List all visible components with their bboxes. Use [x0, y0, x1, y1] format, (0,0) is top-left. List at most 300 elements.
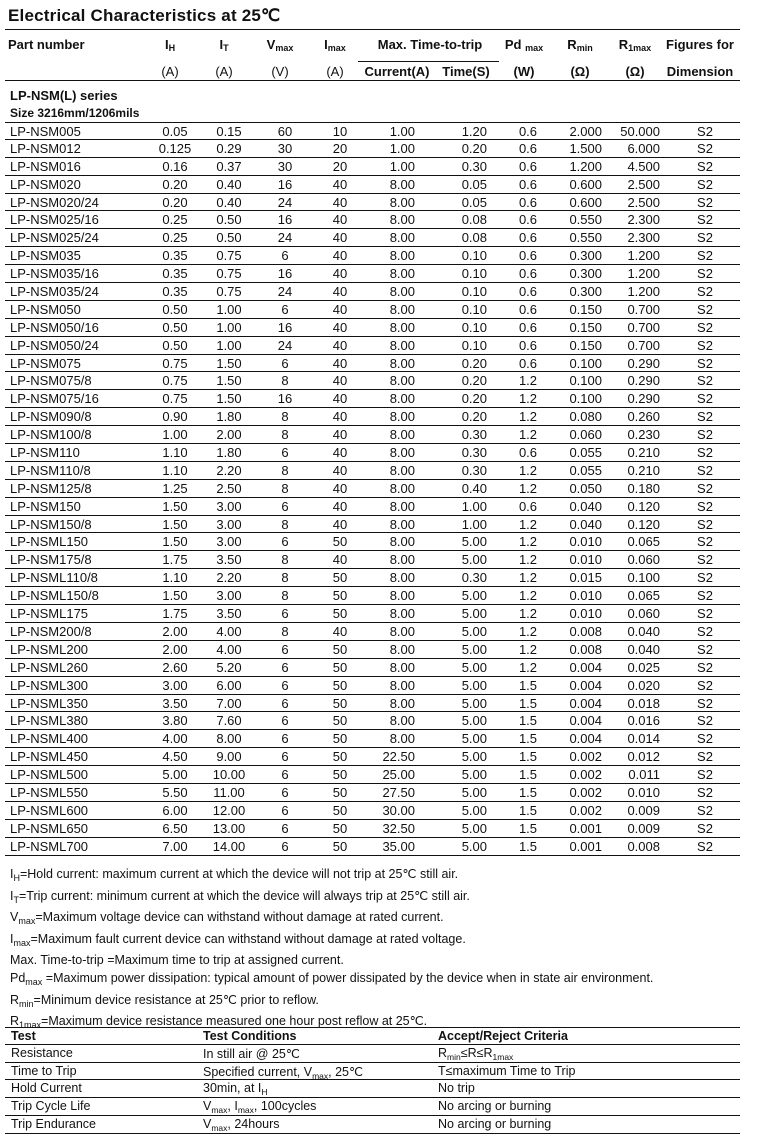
- table-row: [5, 140, 740, 158]
- cell-figure: S2: [697, 606, 713, 622]
- cell-rmin: 0.080: [569, 409, 602, 425]
- cell-imax: 40: [332, 445, 348, 461]
- cell-r1max: 0.210: [627, 445, 660, 461]
- cell-part-number: LP-NSML175: [10, 606, 89, 622]
- cell-imax: 40: [332, 498, 348, 514]
- cell-r1max: 0.020: [627, 677, 660, 693]
- cell-vmax: 6: [281, 248, 289, 264]
- cell-hold-current: 1.50: [162, 534, 188, 550]
- cell-trip-current-a: 8.00: [389, 427, 415, 443]
- test-row: [5, 1063, 740, 1081]
- cell-rmin: 0.600: [569, 176, 602, 192]
- cell-imax: 40: [332, 552, 348, 568]
- cell-pdmax: 0.6: [518, 337, 538, 353]
- cell-trip-current-a: 27.50: [382, 784, 415, 800]
- cell-hold-current: 1.75: [162, 606, 188, 622]
- cell-r1max: 0.008: [627, 838, 660, 854]
- cell-vmax: 16: [277, 266, 293, 282]
- cell-part-number: LP-NSML450: [10, 749, 89, 765]
- cell-imax: 50: [332, 838, 348, 854]
- cell-figure: S2: [697, 820, 713, 836]
- cell-rmin: 0.550: [569, 230, 602, 246]
- test-cell-test: Time to Trip: [11, 1063, 77, 1078]
- cell-part-number: LP-NSM075: [10, 355, 81, 371]
- cell-vmax: 6: [281, 355, 289, 371]
- cell-vmax: 16: [277, 212, 293, 228]
- cell-vmax: 24: [277, 194, 293, 210]
- cell-r1max: 1.200: [627, 266, 660, 282]
- cell-r1max: 0.120: [627, 516, 660, 532]
- cell-trip-time-s: 0.30: [461, 445, 487, 461]
- cell-pdmax: 1.2: [518, 623, 538, 639]
- cell-trip-time-s: 0.40: [461, 480, 487, 496]
- header-time: Time(S): [442, 64, 490, 79]
- cell-rmin: 0.300: [569, 284, 602, 300]
- cell-trip-time-s: 5.00: [461, 641, 487, 657]
- test-cell-conditions: $V_{max}$, 24hours: [203, 1116, 280, 1133]
- header-figures: Figures for: [666, 37, 734, 52]
- header-vmax: $V_{max}$: [266, 37, 294, 53]
- table-row: [5, 569, 740, 587]
- cell-r1max: 2.300: [627, 212, 660, 228]
- cell-figure: S2: [697, 838, 713, 854]
- cell-figure: S2: [697, 552, 713, 568]
- cell-pdmax: 1.5: [518, 802, 538, 818]
- test-header-cell: Test Conditions: [203, 1029, 297, 1043]
- cell-pdmax: 1.2: [518, 409, 538, 425]
- cell-trip-current: 1.00: [216, 319, 242, 335]
- cell-hold-current: 0.50: [162, 319, 188, 335]
- header-imax: $I_{max}$: [324, 37, 346, 53]
- cell-r1max: 0.009: [627, 820, 660, 836]
- cell-rmin: 0.010: [569, 588, 602, 604]
- cell-trip-current-a: 8.00: [389, 337, 415, 353]
- cell-vmax: 6: [281, 838, 289, 854]
- cell-rmin: 0.050: [569, 480, 602, 496]
- cell-r1max: 2.500: [627, 176, 660, 192]
- cell-r1max: 0.060: [627, 552, 660, 568]
- cell-trip-current-a: 8.00: [389, 373, 415, 389]
- table-row: [5, 695, 740, 713]
- cell-trip-time-s: 0.20: [461, 140, 487, 156]
- header-it: $I_T$: [219, 37, 229, 53]
- cell-imax: 40: [332, 194, 348, 210]
- table-row: [5, 372, 740, 390]
- cell-imax: 40: [332, 319, 348, 335]
- cell-imax: 50: [332, 713, 348, 729]
- cell-pdmax: 0.6: [518, 248, 538, 264]
- cell-vmax: 6: [281, 445, 289, 461]
- cell-r1max: 50.000: [620, 124, 660, 139]
- cell-trip-time-s: 5.00: [461, 552, 487, 568]
- cell-r1max: 0.290: [627, 391, 660, 407]
- cell-part-number: LP-NSM110/8: [10, 462, 91, 478]
- cell-figure: S2: [697, 802, 713, 818]
- time-to-trip-rule: [358, 61, 499, 62]
- cell-vmax: 6: [281, 659, 289, 675]
- cell-trip-time-s: 0.08: [461, 230, 487, 246]
- cell-vmax: 8: [281, 516, 289, 532]
- cell-rmin: 0.004: [569, 731, 602, 747]
- cell-imax: 50: [332, 534, 348, 550]
- cell-vmax: 6: [281, 802, 289, 818]
- cell-trip-current: 3.00: [216, 534, 242, 550]
- cell-vmax: 6: [281, 731, 289, 747]
- cell-trip-time-s: 5.00: [461, 731, 487, 747]
- cell-figure: S2: [697, 749, 713, 765]
- cell-trip-current-a: 8.00: [389, 230, 415, 246]
- cell-trip-current-a: 8.00: [389, 248, 415, 264]
- cell-figure: S2: [697, 124, 713, 139]
- cell-trip-current: 4.00: [216, 641, 242, 657]
- cell-rmin: 0.002: [569, 784, 602, 800]
- header-time-to-trip: Max. Time-to-trip: [377, 37, 483, 52]
- note-line: Max. Time-to-trip =Maximum time to trip at assigned current.: [10, 953, 344, 968]
- cell-pdmax: 1.2: [518, 427, 538, 443]
- cell-figure: S2: [697, 301, 713, 317]
- cell-trip-current-a: 8.00: [389, 731, 415, 747]
- cell-figure: S2: [697, 212, 713, 228]
- test-cell-test: Trip Endurance: [11, 1116, 96, 1131]
- cell-trip-current: 0.50: [216, 230, 242, 246]
- table-row: [5, 158, 740, 176]
- cell-pdmax: 1.5: [518, 695, 538, 711]
- cell-r1max: 0.060: [627, 606, 660, 622]
- cell-trip-current: 2.50: [216, 480, 242, 496]
- cell-pdmax: 1.5: [518, 820, 538, 836]
- cell-trip-time-s: 5.00: [461, 677, 487, 693]
- table-row: [5, 301, 740, 319]
- cell-rmin: 1.500: [569, 140, 602, 156]
- cell-vmax: 6: [281, 695, 289, 711]
- cell-trip-current: 6.00: [216, 677, 242, 693]
- test-row: [5, 1080, 740, 1098]
- cell-part-number: LP-NSM090/8: [10, 409, 92, 425]
- cell-part-number: LP-NSM050/24: [10, 337, 99, 353]
- cell-trip-current-a: 8.00: [389, 641, 415, 657]
- cell-trip-time-s: 5.00: [461, 588, 487, 604]
- cell-rmin: 0.008: [569, 623, 602, 639]
- table-row: [5, 802, 740, 820]
- cell-trip-current: 11.00: [213, 784, 245, 800]
- cell-pdmax: 0.6: [518, 319, 538, 335]
- cell-imax: 50: [332, 695, 348, 711]
- cell-trip-current-a: 8.00: [389, 284, 415, 300]
- cell-r1max: 0.018: [627, 695, 660, 711]
- cell-hold-current: 0.50: [162, 301, 188, 317]
- cell-trip-current: 3.00: [216, 588, 242, 604]
- cell-rmin: 0.004: [569, 695, 602, 711]
- unit-ih: (A): [161, 64, 179, 79]
- cell-imax: 50: [332, 659, 348, 675]
- table-row: [5, 247, 740, 265]
- page-title: Electrical Characteristics at 25℃: [8, 6, 281, 25]
- cell-part-number: LP-NSM150/8: [10, 516, 92, 532]
- cell-trip-current-a: 1.00: [389, 124, 415, 139]
- cell-vmax: 6: [281, 534, 289, 550]
- table-row: [5, 462, 740, 480]
- cell-rmin: 1.200: [569, 158, 602, 174]
- cell-vmax: 8: [281, 552, 289, 568]
- cell-part-number: LP-NSML110/8: [10, 570, 98, 586]
- cell-vmax: 16: [277, 391, 293, 407]
- cell-imax: 40: [332, 337, 348, 353]
- cell-r1max: 0.700: [627, 301, 660, 317]
- table-row: [5, 122, 740, 140]
- cell-part-number: LP-NSM050: [10, 301, 81, 317]
- cell-vmax: 16: [277, 319, 293, 335]
- series-name: LP-NSM(L) series: [10, 88, 118, 103]
- cell-trip-current: 1.00: [216, 301, 242, 317]
- cell-trip-time-s: 1.20: [461, 124, 487, 139]
- cell-imax: 40: [332, 516, 348, 532]
- cell-hold-current: 1.10: [162, 445, 188, 461]
- cell-trip-time-s: 1.00: [461, 498, 487, 514]
- cell-trip-time-s: 0.05: [461, 176, 487, 192]
- cell-pdmax: 1.2: [518, 516, 538, 532]
- cell-trip-current: 12.00: [212, 802, 246, 818]
- header-dimension: Dimension: [666, 64, 734, 79]
- cell-trip-current: 1.50: [216, 373, 242, 389]
- test-cell-criteria: No arcing or burning: [438, 1116, 552, 1131]
- cell-part-number: LP-NSM012: [10, 140, 81, 156]
- cell-imax: 50: [332, 749, 348, 765]
- cell-part-number: LP-NSM050/16: [10, 319, 99, 335]
- cell-r1max: 0.100: [627, 570, 660, 586]
- table-row: [5, 176, 740, 194]
- table-row: [5, 605, 740, 623]
- cell-rmin: 0.060: [569, 427, 602, 443]
- cell-figure: S2: [697, 767, 713, 783]
- cell-trip-time-s: 5.00: [461, 767, 487, 783]
- cell-pdmax: 1.2: [518, 373, 538, 389]
- cell-part-number: LP-NSML150: [10, 534, 89, 550]
- cell-trip-current: 4.00: [216, 623, 242, 639]
- cell-trip-time-s: 0.20: [461, 391, 487, 407]
- cell-rmin: 0.100: [569, 373, 602, 389]
- cell-imax: 50: [332, 731, 348, 747]
- cell-figure: S2: [697, 731, 713, 747]
- cell-hold-current: 4.50: [162, 749, 188, 765]
- table-row: [5, 623, 740, 641]
- cell-r1max: 2.300: [627, 230, 660, 246]
- cell-trip-current: 0.40: [216, 194, 242, 210]
- cell-hold-current: 1.50: [162, 498, 188, 514]
- cell-figure: S2: [697, 695, 713, 711]
- cell-pdmax: 1.2: [518, 391, 538, 407]
- cell-trip-time-s: 0.20: [461, 355, 487, 371]
- cell-hold-current: 0.05: [162, 124, 188, 139]
- note-line: $I_T=Trip$ current: minimum current at which the device will always trip at 25℃ still air.: [10, 888, 470, 905]
- cell-trip-current: 5.20: [216, 659, 242, 675]
- cell-figure: S2: [697, 480, 713, 496]
- cell-trip-current-a: 8.00: [389, 677, 415, 693]
- cell-r1max: 6.000: [627, 140, 660, 156]
- cell-rmin: 0.002: [569, 749, 602, 765]
- cell-vmax: 8: [281, 373, 289, 389]
- cell-hold-current: 0.35: [162, 284, 188, 300]
- table-row: [5, 319, 740, 337]
- cell-rmin: 0.001: [569, 820, 602, 836]
- cell-part-number: LP-NSM025/24: [10, 230, 99, 246]
- cell-hold-current: 0.20: [162, 176, 188, 192]
- cell-vmax: 8: [281, 570, 289, 586]
- header-rmin: $R_{min}$: [567, 37, 593, 53]
- cell-trip-current-a: 8.00: [389, 713, 415, 729]
- cell-vmax: 8: [281, 480, 289, 496]
- cell-pdmax: 1.2: [518, 462, 538, 478]
- test-cell-criteria: $R_{min}\le R\le R_{1max}$: [438, 1045, 514, 1062]
- cell-rmin: 0.010: [569, 534, 602, 550]
- cell-imax: 20: [332, 140, 348, 156]
- cell-trip-current-a: 32.50: [382, 820, 415, 836]
- cell-r1max: 0.065: [627, 534, 660, 550]
- cell-figure: S2: [697, 516, 713, 532]
- cell-rmin: 0.004: [569, 659, 602, 675]
- cell-part-number: LP-NSM016: [10, 158, 81, 174]
- cell-figure: S2: [697, 284, 713, 300]
- cell-hold-current: 0.16: [162, 158, 188, 174]
- cell-part-number: LP-NSM035/16: [10, 266, 99, 282]
- cell-trip-current-a: 8.00: [389, 588, 415, 604]
- cell-part-number: LP-NSM075/8: [10, 373, 92, 389]
- definitions-notes: [10, 866, 653, 1035]
- cell-figure: S2: [697, 230, 713, 246]
- cell-vmax: 24: [277, 230, 293, 246]
- cell-figure: S2: [697, 659, 713, 675]
- cell-r1max: 0.260: [627, 409, 660, 425]
- cell-pdmax: 1.2: [518, 606, 538, 622]
- unit-r1max: (Ω): [625, 64, 645, 79]
- cell-figure: S2: [697, 713, 713, 729]
- cell-trip-time-s: 0.10: [461, 284, 487, 300]
- cell-trip-time-s: 5.00: [461, 534, 487, 550]
- cell-trip-time-s: 0.10: [461, 266, 487, 282]
- cell-trip-current-a: 8.00: [389, 480, 415, 496]
- cell-trip-time-s: 0.10: [461, 301, 487, 317]
- cell-figure: S2: [697, 445, 713, 461]
- cell-rmin: 0.040: [569, 516, 602, 532]
- test-table-header: [5, 1027, 740, 1045]
- cell-rmin: 0.300: [569, 248, 602, 264]
- cell-rmin: 0.004: [569, 713, 602, 729]
- cell-hold-current: 0.50: [162, 337, 188, 353]
- cell-trip-current-a: 22.50: [382, 749, 415, 765]
- cell-trip-current-a: 8.00: [389, 266, 415, 282]
- cell-hold-current: 5.00: [162, 767, 188, 783]
- cell-trip-current: 3.00: [216, 516, 242, 532]
- test-cell-conditions: In still air @ 25℃: [203, 1046, 300, 1061]
- cell-imax: 10: [332, 124, 348, 139]
- unit-rmin: (Ω): [570, 64, 590, 79]
- cell-vmax: 30: [277, 140, 293, 156]
- cell-vmax: 8: [281, 427, 289, 443]
- cell-imax: 40: [332, 623, 348, 639]
- note-line: $R_{1max}=Maximum$ device resistance measured one hour post reflow at 25℃.: [10, 1014, 428, 1031]
- cell-rmin: 0.040: [569, 498, 602, 514]
- cell-rmin: 0.055: [569, 445, 602, 461]
- header-bottom-rule: [5, 80, 740, 81]
- cell-pdmax: 1.5: [518, 677, 538, 693]
- cell-trip-current: 7.00: [216, 695, 242, 711]
- cell-pdmax: 0.6: [518, 194, 538, 210]
- cell-r1max: 0.010: [627, 784, 660, 800]
- cell-imax: 40: [332, 391, 348, 407]
- cell-trip-time-s: 0.20: [461, 373, 487, 389]
- cell-trip-current: 0.50: [216, 212, 242, 228]
- cell-trip-current-a: 8.00: [389, 301, 415, 317]
- cell-part-number: LP-NSML400: [10, 731, 89, 747]
- cell-trip-current: 2.00: [216, 427, 242, 443]
- cell-part-number: LP-NSML150/8: [10, 588, 99, 604]
- cell-trip-current-a: 8.00: [389, 516, 415, 532]
- table-row: [5, 587, 740, 605]
- cell-pdmax: 0.6: [518, 301, 538, 317]
- cell-trip-current: 3.00: [216, 498, 242, 514]
- cell-hold-current: 2.60: [162, 659, 188, 675]
- table-row: [5, 265, 740, 283]
- table-row: [5, 480, 740, 498]
- table-row: [5, 838, 740, 856]
- cell-pdmax: 1.2: [518, 570, 538, 586]
- note-line: $R_{min}=Minimum$ device resistance at 25℃ prior to reflow.: [10, 992, 319, 1009]
- cell-imax: 40: [332, 373, 348, 389]
- table-row: [5, 194, 740, 212]
- table-row: [5, 390, 740, 408]
- test-cell-criteria: No trip: [438, 1081, 475, 1096]
- cell-trip-time-s: 5.00: [461, 838, 487, 854]
- cell-r1max: 0.290: [627, 373, 660, 389]
- table-top-rule: [5, 29, 740, 30]
- cell-part-number: LP-NSM110: [10, 445, 80, 461]
- table-row: [5, 444, 740, 462]
- cell-vmax: 30: [277, 158, 293, 174]
- cell-trip-time-s: 0.10: [461, 319, 487, 335]
- cell-hold-current: 0.125: [158, 140, 192, 156]
- cell-hold-current: 0.75: [162, 373, 188, 389]
- cell-vmax: 16: [277, 176, 293, 192]
- cell-part-number: LP-NSM005: [10, 124, 81, 139]
- cell-part-number: LP-NSM035/24: [10, 284, 99, 300]
- cell-trip-current-a: 8.00: [389, 212, 415, 228]
- cell-imax: 40: [332, 176, 348, 192]
- cell-trip-time-s: 0.08: [461, 212, 487, 228]
- test-cell-test: Hold Current: [11, 1081, 82, 1096]
- cell-vmax: 6: [281, 767, 289, 783]
- cell-trip-current: 9.00: [216, 749, 242, 765]
- cell-rmin: 0.004: [569, 677, 602, 693]
- test-row: [5, 1116, 740, 1134]
- cell-imax: 20: [332, 158, 348, 174]
- test-header-cell: Accept/Reject Criteria: [438, 1029, 568, 1043]
- note-line: $Pd_{max}$ =Maximum power dissipation: typical amount of power dissipated by the device when in state air environment.: [10, 970, 654, 987]
- cell-hold-current: 1.50: [162, 516, 188, 532]
- cell-vmax: 24: [277, 337, 293, 353]
- cell-imax: 50: [332, 802, 348, 818]
- cell-trip-current-a: 8.00: [389, 695, 415, 711]
- cell-rmin: 0.150: [569, 337, 602, 353]
- test-cell-test: Trip Cycle Life: [11, 1099, 91, 1114]
- cell-hold-current: 0.25: [162, 230, 188, 246]
- cell-part-number: LP-NSM200/8: [10, 623, 92, 639]
- cell-imax: 40: [332, 266, 348, 282]
- cell-hold-current: 2.00: [162, 641, 188, 657]
- cell-pdmax: 1.2: [518, 659, 538, 675]
- table-row: [5, 820, 740, 838]
- cell-figure: S2: [697, 373, 713, 389]
- cell-pdmax: 0.6: [518, 284, 538, 300]
- cell-r1max: 0.180: [627, 480, 660, 496]
